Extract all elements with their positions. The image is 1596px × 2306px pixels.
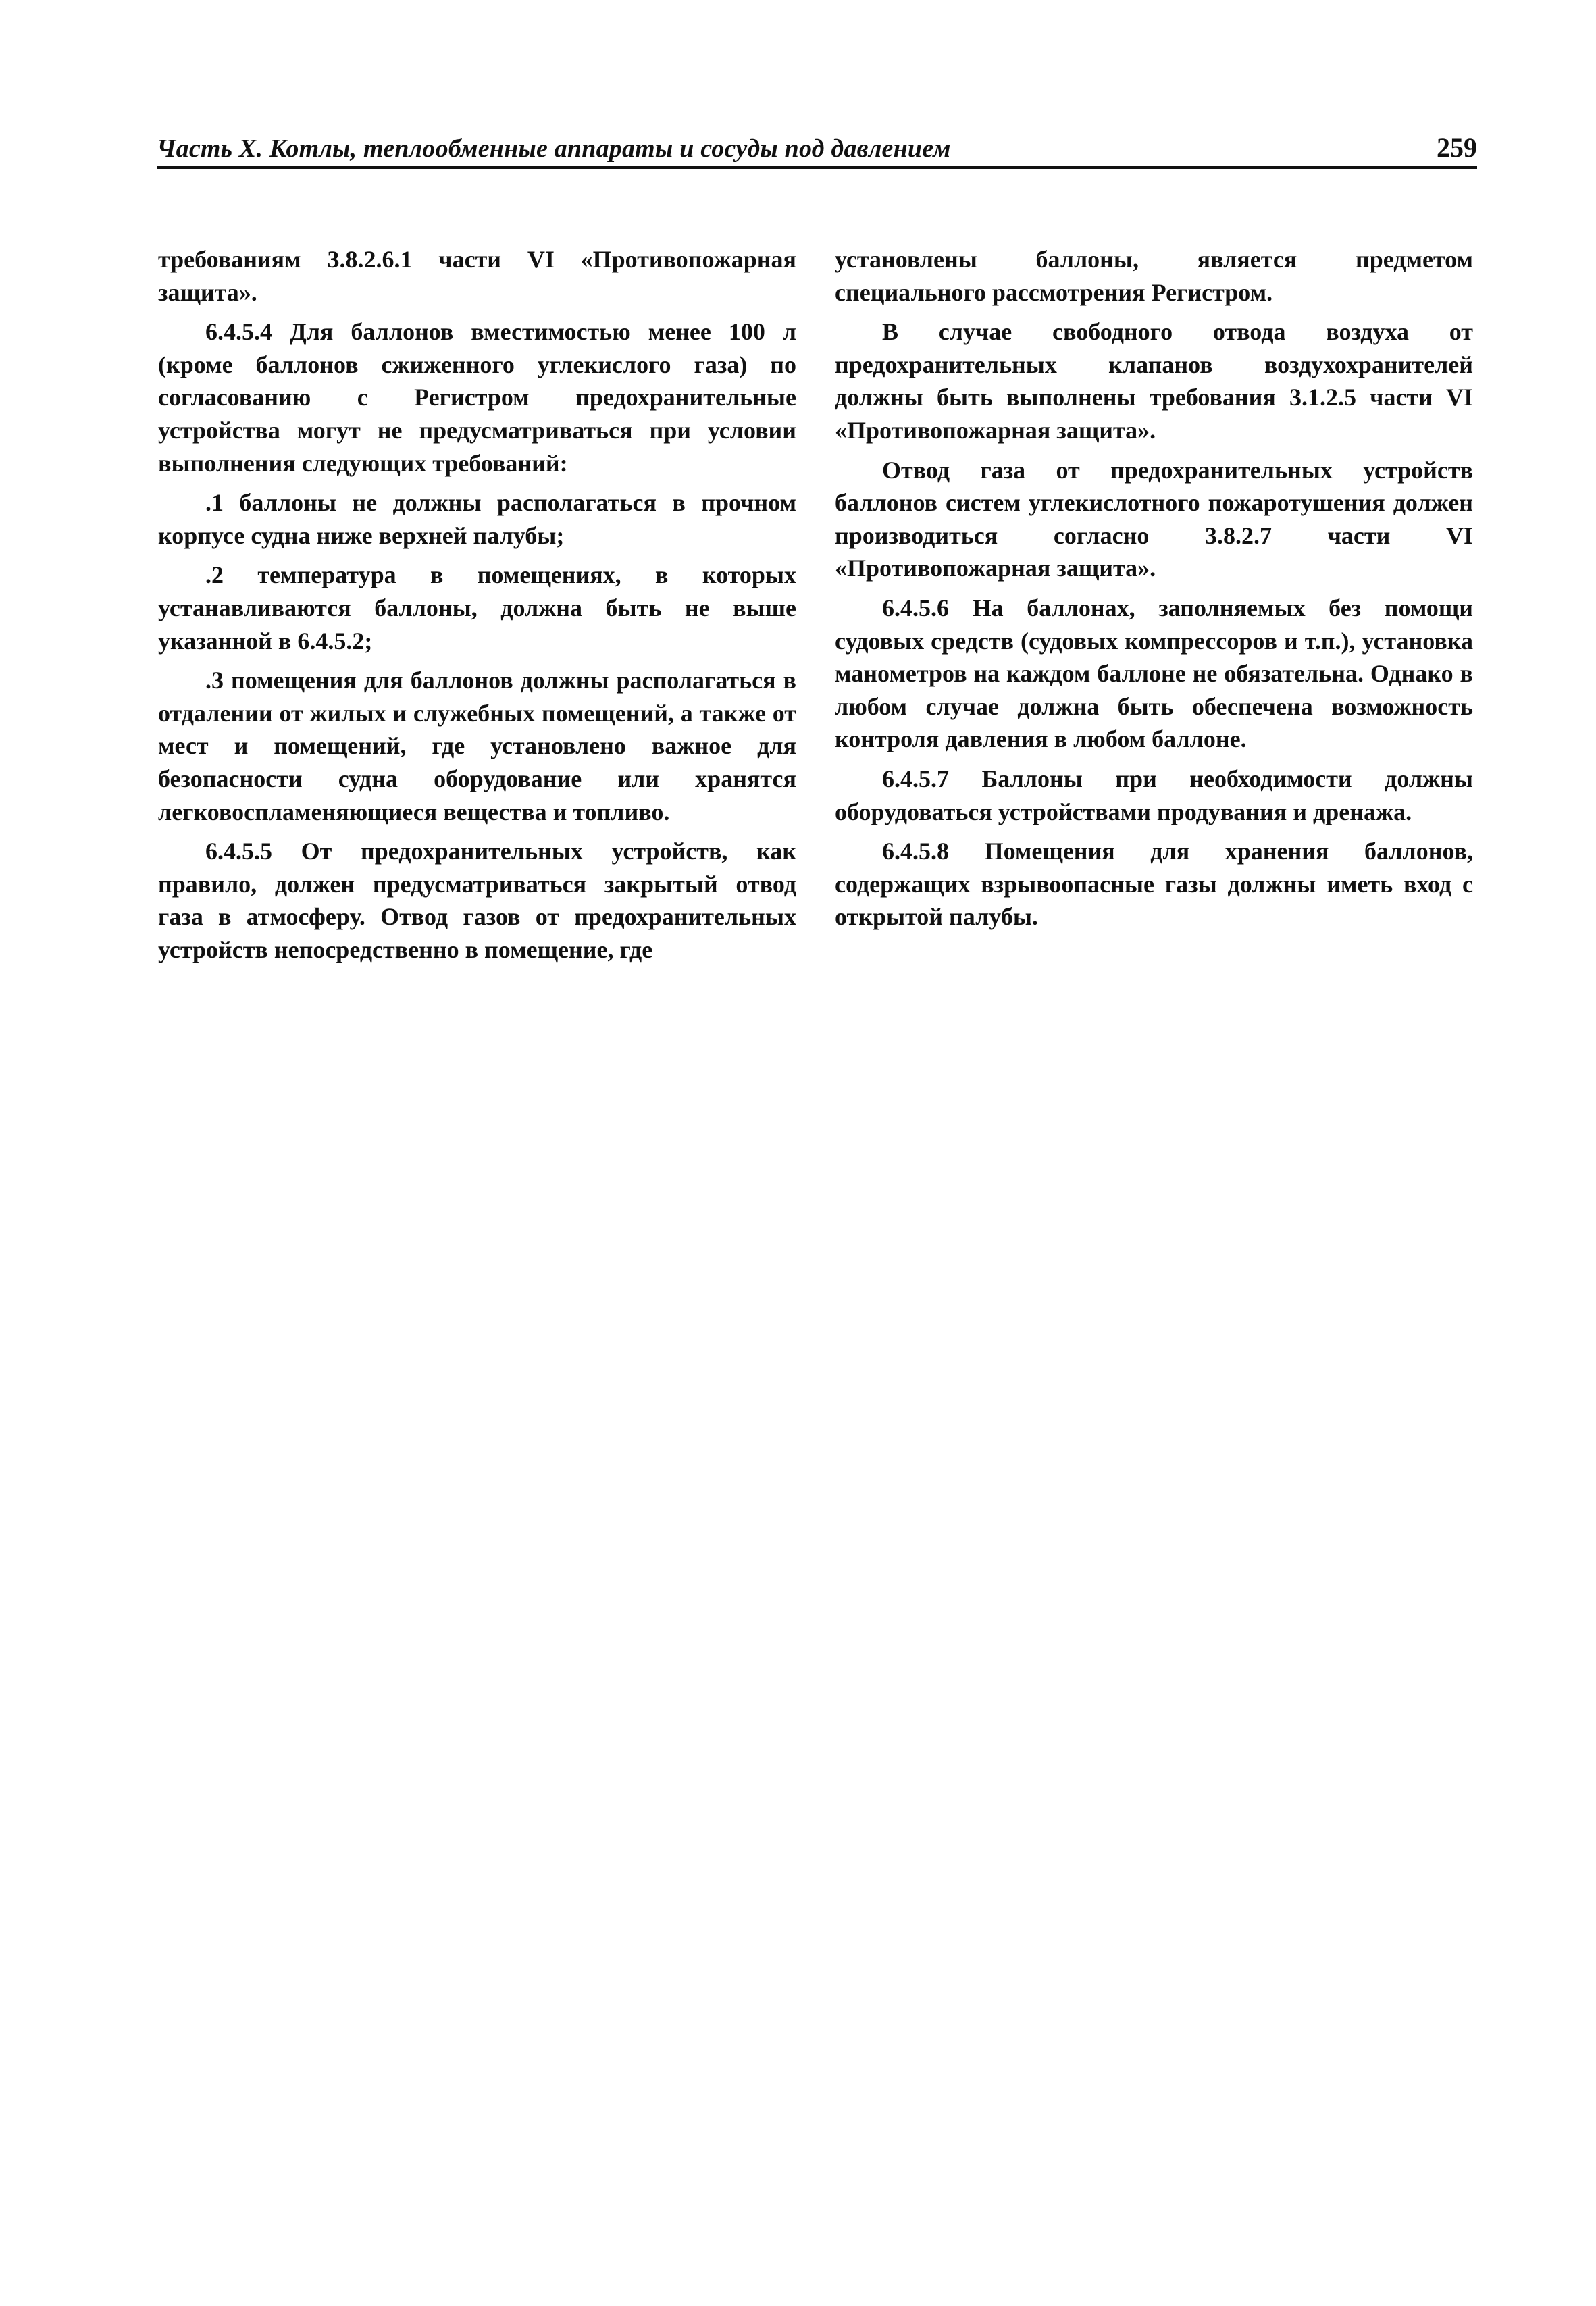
list-item-3: .3 помещения для баллонов должны располагаться в отдалении от жилых и служебных помещений, а также от мест и помещений, где установлено важное для безопасности судна оборудование или хранятся легковоспламеняющиеся вещества и топливо. <box>158 667 796 825</box>
clause-number: 6.4.5.7 <box>882 765 949 792</box>
clause-6-4-5-4 <box>158 315 796 480</box>
clause-text: От предохранительных устройств, как правило, должен предусматриваться закрытый отвод газа в атмосферу. Отвод газов от предохранительных устройств непосредственно в помещение, где <box>158 838 796 963</box>
clause-number: 6.4.5.4 <box>205 318 272 346</box>
list-item-1: .1 баллоны не должны располагаться в прочном корпусе судна ниже верхней палубы; <box>158 489 796 549</box>
clause-number: 6.4.5.6 <box>882 594 949 621</box>
page-number: 259 <box>1437 132 1477 163</box>
clause-6-4-5-8 <box>835 835 1473 933</box>
clause-6-4-5-7 <box>835 763 1473 828</box>
clause-number: 6.4.5.5 <box>205 838 272 865</box>
clause-text: Баллоны при необходимости должны оборудоваться устройствами продувания и дренажа. <box>835 765 1473 825</box>
clause-text: Помещения для хранения баллонов, содержащих взрывоопасные газы должны иметь вход с открытой палубы. <box>835 838 1473 931</box>
clause-text: Для баллонов вместимостью менее 100 л (кроме баллонов сжиженного углекислого газа) по согласованию с Регистром предохранительные устройства могут не предусматриваться при условии выполнения следующих требований: <box>158 318 796 477</box>
clause-number: 6.4.5.8 <box>882 838 949 865</box>
clause-6-4-5-5 <box>158 835 796 966</box>
page-header <box>157 128 1477 169</box>
clause-text: На баллонах, заполняемых без помощи судовых средств (судовых компрессоров и т.п.), установка манометров на каждом баллоне не обязательна. Однако в любом случае должна быть обеспечена возможность контроля давления в любом баллоне. <box>835 594 1473 753</box>
list-item-2: .2 температура в помещениях, в которых устанавливаются баллоны, должна быть не выше указанной в 6.4.5.2; <box>158 561 796 655</box>
right-column <box>835 243 1473 940</box>
paragraph-free-air-discharge: В случае свободного отвода воздуха от предохранительных клапанов воздухохранителей должны быть выполнены требования 3.1.2.5 части VI «Противопожарная защита». <box>835 318 1473 444</box>
paragraph-co2-discharge: Отвод газа от предохранительных устройств баллонов систем углекислотного пожаротушения должен производиться согласно 3.8.2.7 части VI «Противопожарная защита». <box>835 456 1473 582</box>
paragraph-continuation: установлены баллоны, является предметом специального рассмотрения Регистром. <box>835 246 1473 306</box>
paragraph-continuation: требованиям 3.8.2.6.1 части VI «Противопожарная защита». <box>158 246 796 306</box>
left-column <box>158 243 796 973</box>
running-header-title: Часть X. Котлы, теплообменные аппараты и сосуды под давлением <box>157 134 951 163</box>
clause-6-4-5-6 <box>835 592 1473 756</box>
